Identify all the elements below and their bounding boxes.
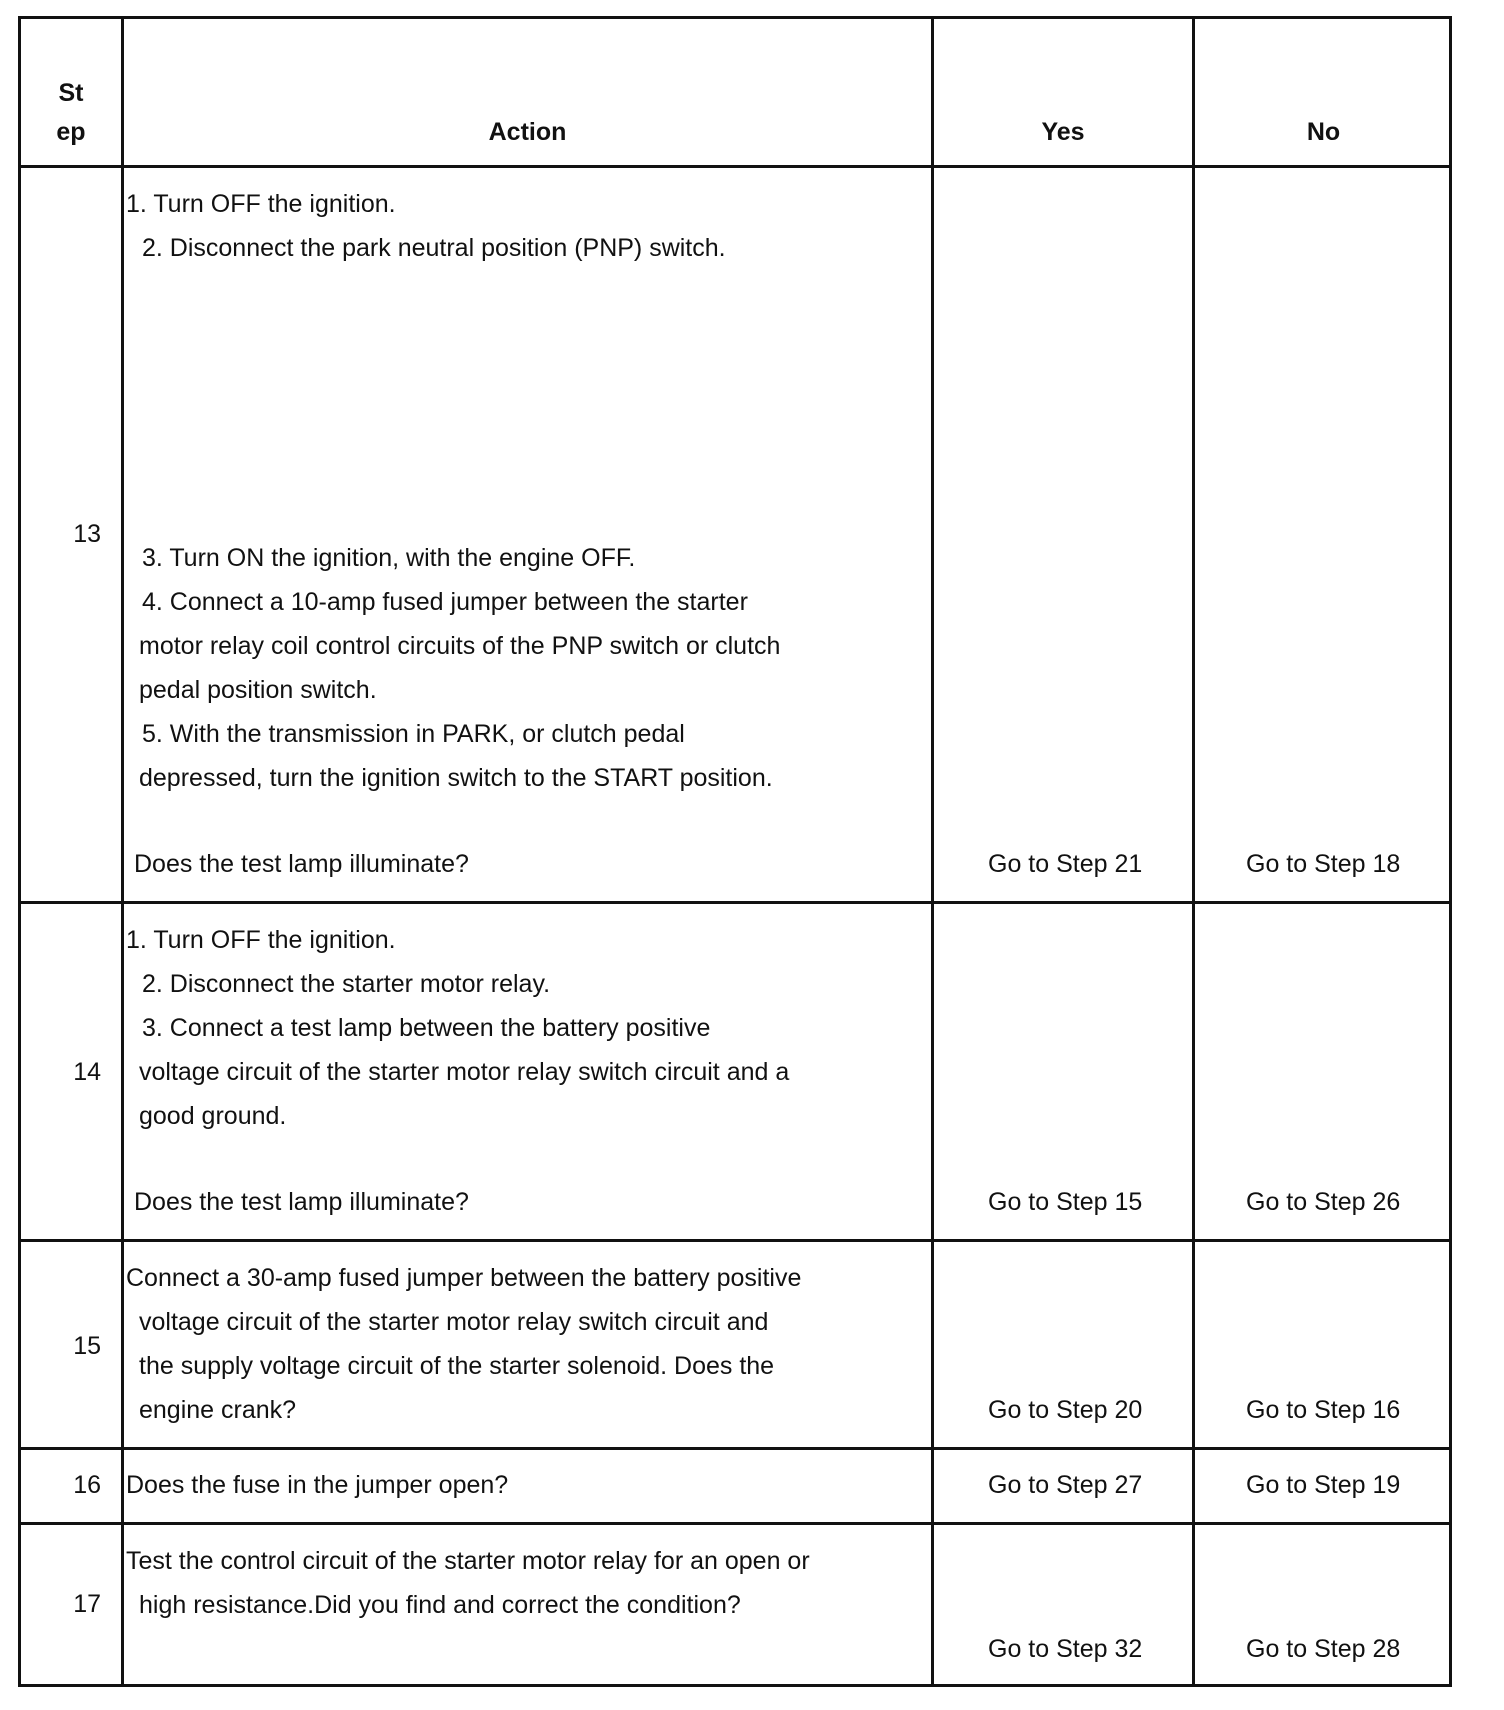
action-line: Test the control circuit of the starter motor relay for an open or [126, 1547, 810, 1575]
action-line: pedal position switch. [139, 676, 377, 704]
row-divider-13 [21, 901, 1449, 904]
step-number-14: 14 [73, 1058, 101, 1086]
header-action: Action [488, 118, 567, 146]
row-divider-14 [21, 1239, 1449, 1242]
action-question: Does the test lamp illuminate? [134, 850, 469, 878]
diagnostic-table [18, 16, 1452, 1687]
action-line: motor relay coil control circuits of the PNP switch or clutch [139, 632, 781, 660]
action-line: Does the fuse in the jumper open? [126, 1471, 509, 1499]
action-line: voltage circuit of the starter motor relay switch circuit and a [139, 1058, 790, 1086]
column-divider-action [931, 19, 934, 1684]
column-divider-step [121, 19, 124, 1684]
step-number-13: 13 [73, 520, 101, 548]
no-result-13: Go to Step 18 [1246, 850, 1401, 878]
action-line: 3. Turn ON the ignition, with the engine OFF. [142, 544, 636, 572]
action-line: engine crank? [139, 1396, 297, 1424]
row-divider-15 [21, 1447, 1449, 1450]
no-result-14: Go to Step 26 [1246, 1188, 1401, 1216]
step-number-16: 16 [73, 1471, 101, 1499]
header-no: No [1306, 118, 1341, 146]
yes-result-14: Go to Step 15 [988, 1188, 1143, 1216]
action-line: depressed, turn the ignition switch to the START position. [139, 764, 773, 792]
header-divider [21, 165, 1449, 168]
action-line: 5. With the transmission in PARK, or clutch pedal [142, 720, 685, 748]
action-line: 1. Turn OFF the ignition. [126, 190, 396, 218]
yes-result-17: Go to Step 32 [988, 1635, 1143, 1663]
column-divider-yes [1192, 19, 1195, 1684]
yes-result-13: Go to Step 21 [988, 850, 1143, 878]
step-number-15: 15 [73, 1332, 101, 1360]
row-divider-16 [21, 1522, 1449, 1525]
action-line: 3. Connect a test lamp between the battery positive [142, 1014, 711, 1042]
action-question: Does the test lamp illuminate? [134, 1188, 469, 1216]
no-result-17: Go to Step 28 [1246, 1635, 1401, 1663]
yes-result-15: Go to Step 20 [988, 1396, 1143, 1424]
action-line: voltage circuit of the starter motor relay switch circuit and [139, 1308, 769, 1336]
no-result-15: Go to Step 16 [1246, 1396, 1401, 1424]
yes-result-16: Go to Step 27 [988, 1471, 1143, 1499]
action-line: Connect a 30-amp fused jumper between the battery positive [126, 1264, 802, 1292]
header-yes: Yes [1041, 118, 1085, 146]
action-line: the supply voltage circuit of the starter solenoid. Does the [139, 1352, 775, 1380]
action-line: high resistance.Did you find and correct the condition? [139, 1591, 741, 1619]
step-number-17: 17 [73, 1590, 101, 1618]
action-line: good ground. [139, 1102, 287, 1130]
header-step-line2: ep [56, 118, 86, 146]
no-result-16: Go to Step 19 [1246, 1471, 1401, 1499]
action-line: 2. Disconnect the starter motor relay. [142, 970, 551, 998]
action-line: 1. Turn OFF the ignition. [126, 926, 396, 954]
action-line: 2. Disconnect the park neutral position (PNP) switch. [142, 234, 726, 262]
action-line: 4. Connect a 10-amp fused jumper between the starter [142, 588, 748, 616]
header-step-line1: St [58, 79, 84, 107]
